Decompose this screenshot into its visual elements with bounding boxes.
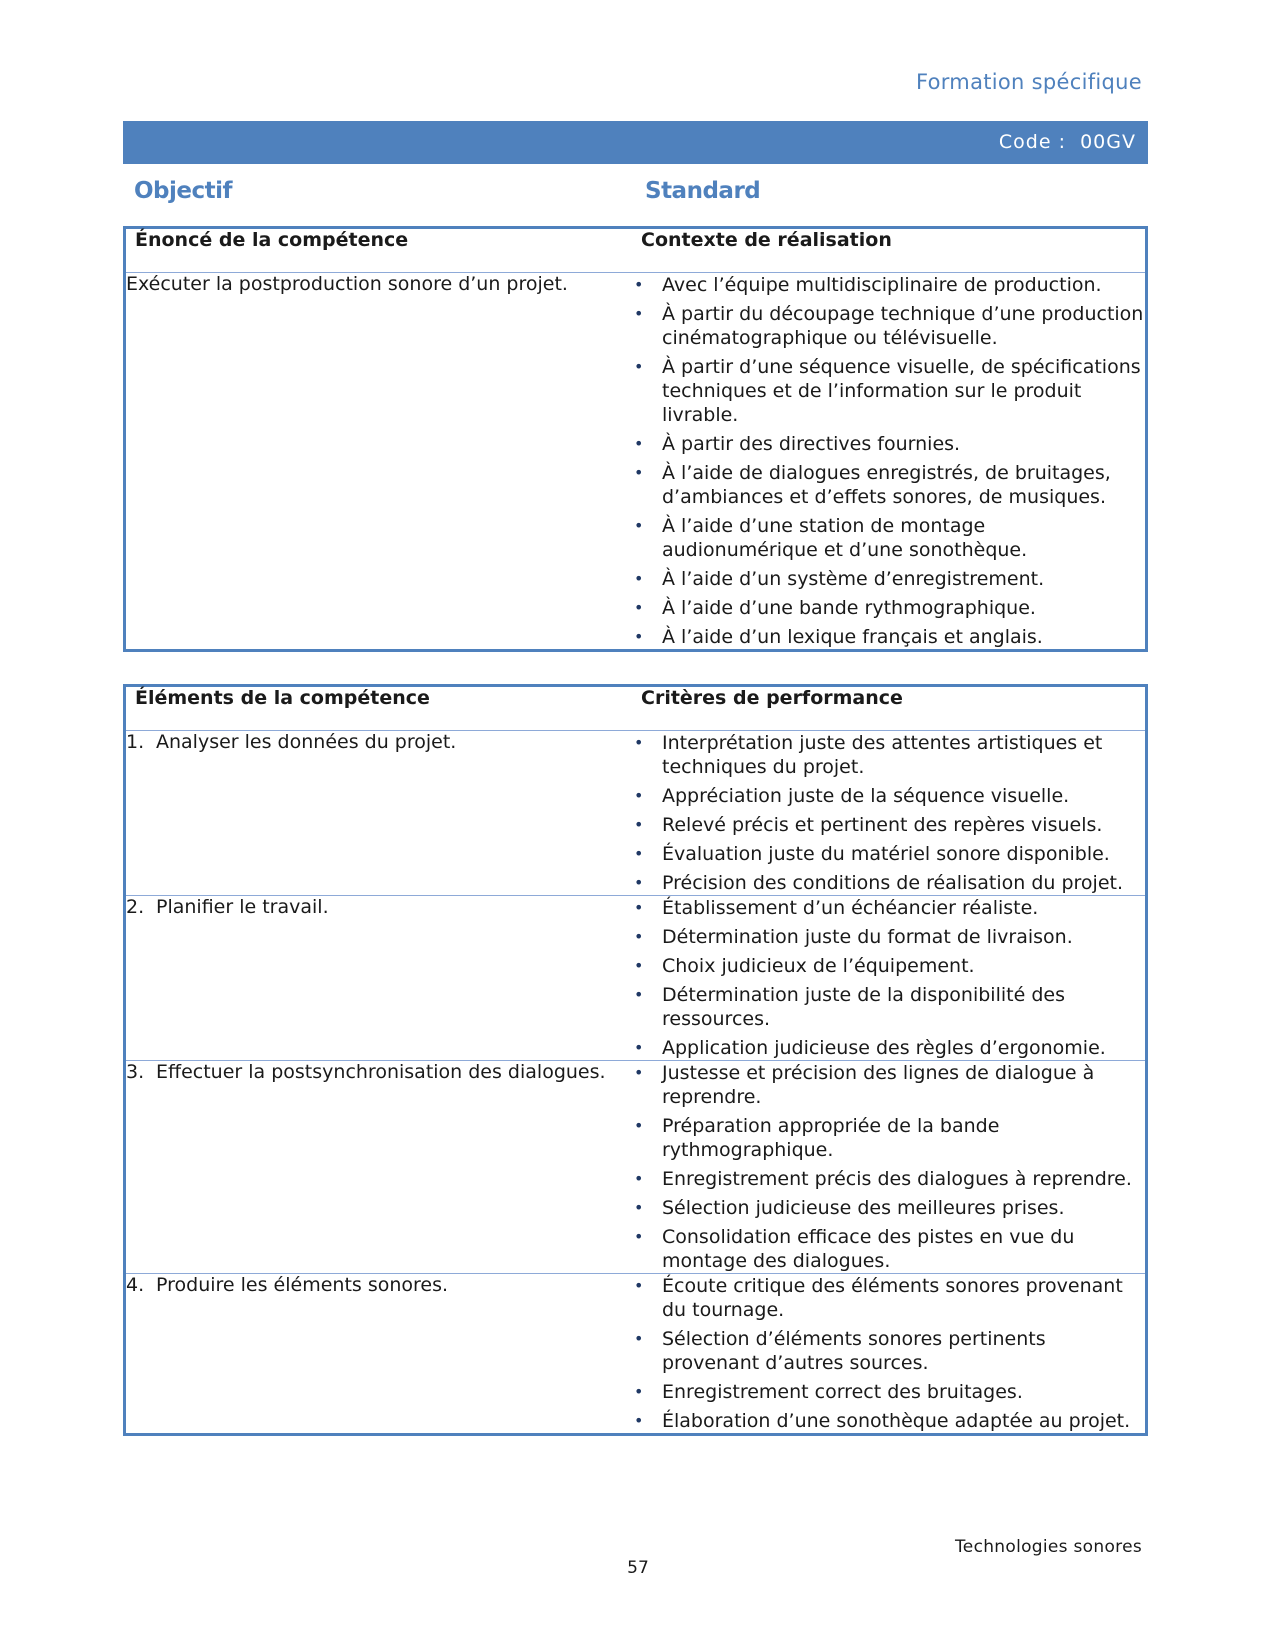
- competency-element: [125, 896, 633, 1061]
- list-item-text: Élaboration d’une sonothèque adaptée au projet.: [662, 1410, 1131, 1432]
- header-section-label: Formation spécifique: [915, 70, 1142, 94]
- list-item: [632, 842, 1145, 866]
- table-row: [125, 273, 1147, 651]
- criteria-list: [632, 896, 1145, 1060]
- list-item: [632, 461, 1145, 509]
- list-item-text: À l’aide d’un système d’enregistrement.: [662, 568, 1045, 590]
- context-list: [632, 273, 1145, 649]
- bullet-icon: •: [634, 1038, 644, 1057]
- element-number: 2.: [126, 896, 145, 918]
- bullet-icon: •: [634, 275, 644, 294]
- list-item: [632, 302, 1145, 350]
- list-item: [632, 1327, 1145, 1375]
- table-header-row: [125, 686, 1147, 731]
- competency-statement-table: [123, 226, 1148, 652]
- element-text: Planifier le travail.: [156, 896, 329, 918]
- bullet-icon: •: [634, 1411, 644, 1430]
- bullet-icon: •: [634, 786, 644, 805]
- performance-criteria: [632, 1274, 1147, 1435]
- bullet-icon: •: [634, 898, 644, 917]
- bullet-icon: •: [634, 1382, 644, 1401]
- list-item: [632, 625, 1145, 649]
- table-row: [125, 1061, 1147, 1274]
- list-item-text: À partir du découpage technique d’une production cinématographique ou télévisuelle.: [662, 303, 1144, 349]
- list-item: [632, 896, 1145, 920]
- list-item: [632, 871, 1145, 895]
- list-item-text: Choix judicieux de l’équipement.: [662, 955, 975, 977]
- bullet-icon: •: [634, 733, 644, 752]
- objective-title: Objectif: [134, 178, 233, 204]
- list-item: [632, 954, 1145, 978]
- element-number: 1.: [126, 731, 145, 753]
- elements-header: Éléments de la compétence: [125, 686, 633, 731]
- list-item-text: Sélection d’éléments sonores pertinents provenant d’autres sources.: [662, 1328, 1046, 1374]
- code-bar: [123, 121, 1148, 164]
- bullet-icon: •: [634, 304, 644, 323]
- list-item-text: Consolidation efficace des pistes en vue du montage des dialogues.: [662, 1226, 1075, 1272]
- bullet-icon: •: [634, 927, 644, 946]
- list-item: [632, 1036, 1145, 1060]
- statement-header: Énoncé de la compétence: [125, 228, 633, 273]
- standard-title: Standard: [645, 178, 761, 204]
- element-number: 3.: [126, 1061, 145, 1083]
- criteria-list: [632, 731, 1145, 895]
- bullet-icon: •: [634, 815, 644, 834]
- bullet-icon: •: [634, 1329, 644, 1348]
- list-item-text: Relevé précis et pertinent des repères visuels.: [662, 814, 1103, 836]
- context-header: Contexte de réalisation: [632, 228, 1147, 273]
- criteria-header: Critères de performance: [632, 686, 1147, 731]
- element-number: 4.: [126, 1274, 145, 1296]
- list-item: [632, 925, 1145, 949]
- list-item-text: Écoute critique des éléments sonores provenant du tournage.: [662, 1275, 1123, 1321]
- list-item-text: À l’aide d’un lexique français et anglais.: [662, 626, 1043, 648]
- element-text: Analyser les données du projet.: [156, 731, 457, 753]
- element-text: Effectuer la postsynchronisation des dialogues.: [156, 1061, 606, 1083]
- list-item-text: Évaluation juste du matériel sonore disponible.: [662, 843, 1110, 865]
- bullet-icon: •: [634, 844, 644, 863]
- page-number: 57: [627, 1558, 649, 1578]
- list-item-text: Application judicieuse des règles d’ergonomie.: [662, 1037, 1106, 1059]
- list-item: [632, 1114, 1145, 1162]
- list-item-text: Justesse et précision des lignes de dialogue à reprendre.: [662, 1062, 1095, 1108]
- list-item: [632, 813, 1145, 837]
- bullet-icon: •: [634, 463, 644, 482]
- bullet-icon: •: [634, 627, 644, 646]
- competency-statement: Exécuter la postproduction sonore d’un projet.: [126, 273, 568, 295]
- table-row: [125, 731, 1147, 896]
- bullet-icon: •: [634, 516, 644, 535]
- list-item: [632, 432, 1145, 456]
- criteria-list: [632, 1061, 1145, 1273]
- bullet-icon: •: [634, 357, 644, 376]
- list-item: [632, 1061, 1145, 1109]
- list-item-text: Enregistrement précis des dialogues à reprendre.: [662, 1168, 1132, 1190]
- bullet-icon: •: [634, 434, 644, 453]
- list-item: [632, 784, 1145, 808]
- list-item: [632, 1167, 1145, 1191]
- list-item-text: À partir des directives fournies.: [662, 433, 961, 455]
- list-item-text: Détermination juste du format de livraison.: [662, 926, 1073, 948]
- elements-body: [125, 731, 1147, 1435]
- elements-criteria-table: [123, 684, 1148, 1436]
- list-item-text: Établissement d’un échéancier réaliste.: [662, 897, 1039, 919]
- list-item-text: À l’aide de dialogues enregistrés, de bruitages, d’ambiances et d’effets sonores, de musiques.: [662, 462, 1111, 508]
- bullet-icon: •: [634, 873, 644, 892]
- list-item: [632, 355, 1145, 427]
- performance-criteria: [632, 731, 1147, 896]
- table-row: [125, 1274, 1147, 1435]
- list-item: [632, 731, 1145, 779]
- competency-element: [125, 731, 633, 896]
- list-item-text: À l’aide d’une bande rythmographique.: [662, 597, 1036, 619]
- code-label: Code :: [998, 131, 1066, 153]
- bullet-icon: •: [634, 1169, 644, 1188]
- bullet-icon: •: [634, 1198, 644, 1217]
- list-item: [632, 1274, 1145, 1322]
- list-item: [632, 567, 1145, 591]
- table-header-row: [125, 228, 1147, 273]
- list-item: [632, 1380, 1145, 1404]
- competency-element: [125, 1061, 633, 1274]
- table-row: [125, 896, 1147, 1061]
- list-item: [632, 1409, 1145, 1433]
- performance-criteria: [632, 896, 1147, 1061]
- bullet-icon: •: [634, 956, 644, 975]
- list-item-text: À partir d’une séquence visuelle, de spécifications techniques et de l’information sur le produit livrable.: [662, 356, 1141, 426]
- bullet-icon: •: [634, 985, 644, 1004]
- list-item-text: Appréciation juste de la séquence visuelle.: [662, 785, 1070, 807]
- list-item-text: Enregistrement correct des bruitages.: [662, 1381, 1023, 1403]
- bullet-icon: •: [634, 1116, 644, 1135]
- performance-criteria: [632, 1061, 1147, 1274]
- bullet-icon: •: [634, 1227, 644, 1246]
- code-value: 00GV: [1080, 131, 1136, 153]
- list-item: [632, 596, 1145, 620]
- bullet-icon: •: [634, 1063, 644, 1082]
- list-item: [632, 1196, 1145, 1220]
- list-item-text: Sélection judicieuse des meilleures prises.: [662, 1197, 1065, 1219]
- list-item-text: Avec l’équipe multidisciplinaire de production.: [662, 274, 1102, 296]
- code-text: [999, 131, 1136, 153]
- list-item-text: Détermination juste de la disponibilité des ressources.: [662, 984, 1065, 1030]
- list-item-text: Précision des conditions de réalisation du projet.: [662, 872, 1124, 894]
- list-item: [632, 983, 1145, 1031]
- criteria-list: [632, 1274, 1145, 1433]
- list-item: [632, 273, 1145, 297]
- list-item: [632, 1225, 1145, 1273]
- list-item-text: À l’aide d’une station de montage audionumérique et d’une sonothèque.: [662, 515, 1028, 561]
- element-text: Produire les éléments sonores.: [156, 1274, 449, 1296]
- footer-program: Technologies sonores: [955, 1537, 1142, 1557]
- bullet-icon: •: [634, 569, 644, 588]
- bullet-icon: •: [634, 598, 644, 617]
- list-item-text: Préparation appropriée de la bande rythmographique.: [662, 1115, 1000, 1161]
- bullet-icon: •: [634, 1276, 644, 1295]
- list-item-text: Interprétation juste des attentes artistiques et techniques du projet.: [662, 732, 1103, 778]
- competency-element: [125, 1274, 633, 1435]
- list-item: [632, 514, 1145, 562]
